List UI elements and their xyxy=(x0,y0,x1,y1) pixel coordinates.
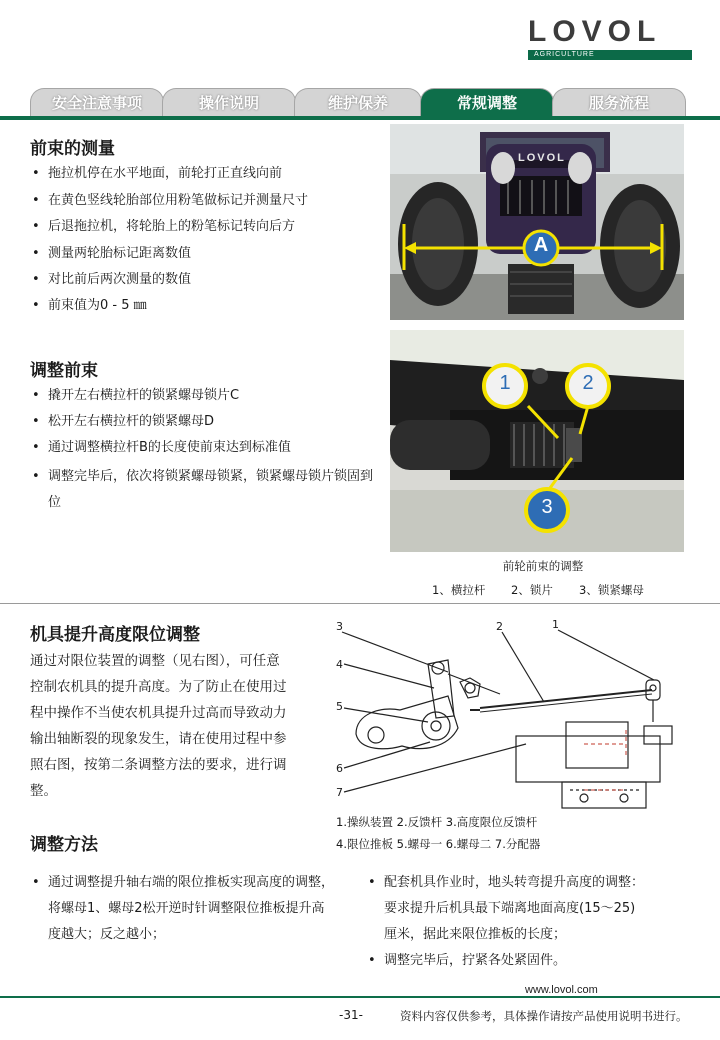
tab-safety[interactable]: 安全注意事项 xyxy=(30,88,164,118)
diagram-legend-line: 1.操纵装置 2.反馈杆 3.高度限位反馈杆 xyxy=(336,815,538,829)
adjust-toe-title: 调整前束 xyxy=(30,361,98,381)
diagram-num-1: 1 xyxy=(552,618,559,631)
lift-diagram-drawing xyxy=(330,618,690,814)
footer-url[interactable]: www.lovol.com xyxy=(525,984,598,996)
toe-in-title: 前束的测量 xyxy=(30,139,115,159)
toe-in-item: • 拖拉机停在水平地面，前轮打正直线向前 xyxy=(48,164,282,184)
marker-1: 1 xyxy=(499,372,511,394)
toe-in-item: • 对比前后两次测量的数值 xyxy=(48,270,191,290)
photo-label-a: A xyxy=(533,234,549,256)
lift-line: 控制农机具的提升高度。为了防止在使用过 xyxy=(30,679,287,695)
tab-maintenance[interactable]: 维护保养 xyxy=(294,88,422,118)
lovol-logo xyxy=(528,15,692,62)
diagram-num-5: 5 xyxy=(336,700,343,713)
tractor-front-photo xyxy=(390,124,684,320)
section-divider xyxy=(0,603,720,604)
method-left-line: • 通过调整提升轴右端的限位推板实现高度的调整， xyxy=(48,870,334,896)
lift-line: 输出轴断裂的现象发生，请在使用过程中参 xyxy=(30,731,287,747)
section-tabs xyxy=(0,84,720,120)
diagram-num-3: 3 xyxy=(336,620,343,633)
lift-line: 通过对限位装置的调整（见右图），可任意 xyxy=(30,653,280,669)
marker-2: 2 xyxy=(582,372,594,394)
diagram-num-4: 4 xyxy=(336,658,343,671)
tab-service[interactable]: 服务流程 xyxy=(552,88,686,118)
photo-caption: 前轮前束的调整 xyxy=(502,559,584,573)
diagram-num-7: 7 xyxy=(336,786,343,799)
tab-operation[interactable]: 操作说明 xyxy=(162,88,296,118)
tractor-brand-text: LOVOL xyxy=(518,152,566,164)
diagram-num-2: 2 xyxy=(496,620,503,633)
lift-line: 程中操作不当使农机具提升过高而导致动力 xyxy=(30,705,287,721)
marker-3: 3 xyxy=(541,496,553,518)
method-right-item-2: • 调整完毕后，拧紧各处紧固件。 xyxy=(384,950,566,972)
method-right-line: 厘米，据此来限位推板的长度； xyxy=(384,927,567,942)
adjust-toe-item: • 松开左右横拉杆的锁紧螺母D xyxy=(48,412,214,432)
lift-limit-diagram xyxy=(330,618,690,814)
photo-legend-2: 2、锁片 xyxy=(511,583,553,597)
lift-line: 照右图，按第二条调整方法的要求，进行调 xyxy=(30,757,287,773)
adjust-toe-item: • 调整完毕后，依次将锁紧螺母锁紧，锁紧螺母锁片锁固到位 xyxy=(48,464,378,516)
tie-rod-photo xyxy=(390,330,684,552)
lift-line: 整。 xyxy=(30,783,57,799)
diagram-legend-line: 4.限位推板 5.螺母一 6.螺母二 7.分配器 xyxy=(336,837,541,851)
toe-in-item: • 测量两轮胎标记距离数值 xyxy=(48,244,191,264)
method-left-line: 度越大；反之越小； xyxy=(48,927,166,942)
toe-in-item: • 前束值为0 - 5 ㎜ xyxy=(48,296,147,316)
photo-legend-1: 1、横拉杆 xyxy=(432,583,486,597)
logo-subtitle: AGRICULTURE xyxy=(534,51,595,58)
method-title: 调整方法 xyxy=(30,835,98,855)
tab-adjustment[interactable]: 常规调整 xyxy=(420,88,554,118)
logo-wordmark: LOVOL xyxy=(528,15,662,48)
footer-line xyxy=(0,996,720,998)
lift-title: 机具提升高度限位调整 xyxy=(30,625,200,645)
adjust-toe-item: • 撬开左右横拉杆的锁紧螺母锁片C xyxy=(48,386,239,406)
footer-disclaimer: 资料内容仅供参考，具体操作请按产品使用说明书进行。 xyxy=(400,1009,688,1023)
toe-in-item: • 在黄色竖线轮胎部位用粉笔做标记并测量尺寸 xyxy=(48,191,308,211)
method-right-line: 要求提升后机具最下端离地面高度(15～25) xyxy=(384,901,636,916)
photo-legend-3: 3、锁紧螺母 xyxy=(579,583,644,597)
page-number: -31- xyxy=(339,1008,363,1022)
tab-underline xyxy=(0,116,720,120)
diagram-num-6: 6 xyxy=(336,762,343,775)
method-left-line: 将螺母1、螺母2松开逆时针调整限位推板提升高 xyxy=(48,901,325,916)
toe-in-item: • 后退拖拉机，将轮胎上的粉笔标记转向后方 xyxy=(48,217,295,237)
method-right-line: • 配套机具作业时，地头转弯提升高度的调整： xyxy=(384,870,644,896)
adjust-toe-item: • 通过调整横拉杆B的长度使前束达到标准值 xyxy=(48,438,291,458)
